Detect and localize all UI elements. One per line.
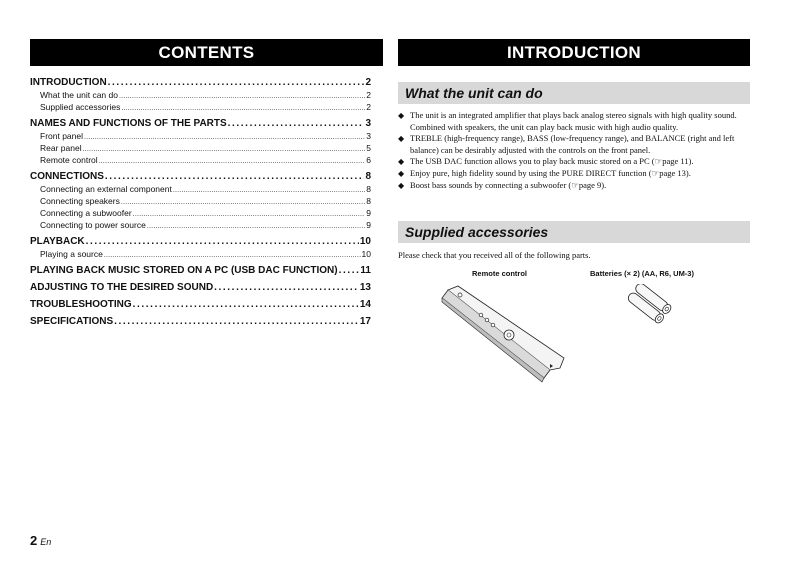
table-of-contents: [30, 77, 371, 328]
toc-entry-title: PLAYBACK: [30, 236, 85, 247]
list-item: ◆ The unit is an integrated amplifier that plays back analog stereo signals with high quality sound. Combined with speakers, the unit can play back music with high audio quality.: [398, 110, 737, 132]
toc-page-number: 14: [359, 299, 371, 310]
toc-subentry-title: Front panel: [40, 131, 83, 141]
batteries-illustration: [618, 284, 678, 330]
toc-entry-title: INTRODUCTION: [30, 77, 107, 88]
toc-entry-title: NAMES AND FUNCTIONS OF THE PARTS: [30, 118, 227, 129]
toc-page-number: 9: [366, 208, 371, 218]
dot-leader: [228, 118, 365, 130]
toc-entry-title: TROUBLESHOOTING: [30, 299, 132, 310]
toc-page-number: 3: [365, 118, 371, 129]
toc-subentry[interactable]: [30, 248, 371, 260]
diamond-bullet-icon: ◆: [398, 111, 405, 120]
dot-leader: [99, 154, 366, 168]
dot-leader: [121, 101, 365, 115]
remote-control-caption: Remote control: [472, 269, 528, 278]
toc-entry-title: ADJUSTING TO THE DESIRED SOUND: [30, 282, 214, 293]
toc-page-number: 6: [366, 155, 371, 165]
toc-page-number: 11: [360, 265, 371, 276]
toc-page-number: 8: [365, 171, 371, 182]
feature-list: [398, 110, 750, 191]
toc-subentry-title: Remote control: [40, 155, 98, 165]
toc-page-number: 10: [359, 236, 371, 247]
list-item: ◆ TREBLE (high-frequency range), BASS (low-frequency range), and BALANCE (right and left balance) can be desirably adjusted with the controls on the front panel.: [398, 133, 735, 155]
dot-leader: [114, 316, 359, 328]
toc-subentry[interactable]: [30, 207, 371, 219]
toc-page-number: 8: [366, 196, 371, 206]
dot-leader: [86, 236, 359, 248]
toc-page-number: 13: [359, 282, 371, 293]
toc-entry-title: CONNECTIONS: [30, 171, 104, 182]
section-heading-supplied-accessories: Supplied accessories: [398, 221, 750, 243]
batteries-caption: Batteries (× 2) (AA, R6, UM-3): [590, 269, 694, 278]
toc-page-number: 9: [366, 220, 371, 230]
diamond-bullet-icon: ◆: [398, 180, 405, 190]
toc-subentry[interactable]: [30, 219, 371, 231]
introduction-banner: INTRODUCTION: [398, 39, 750, 66]
toc-subentry[interactable]: [30, 101, 371, 113]
toc-page-number: 2: [365, 77, 371, 88]
toc-subentry-title: Supplied accessories: [40, 102, 121, 112]
toc-page-number: 8: [366, 184, 371, 194]
dot-leader: [104, 248, 361, 262]
dot-leader: [105, 171, 365, 183]
section-heading-what-the-unit-can-do: What the unit can do: [398, 82, 750, 104]
toc-page-number: 3: [366, 131, 371, 141]
toc-subentry[interactable]: [30, 183, 371, 195]
toc-subentry[interactable]: [30, 89, 371, 101]
toc-subentry[interactable]: [30, 195, 371, 207]
toc-page-number: 17: [359, 316, 371, 327]
remote-control-illustration: [438, 284, 570, 384]
list-item: ◆ Enjoy pure, high fidelity sound by using the PURE DIRECT function (☞page 13).: [398, 167, 691, 178]
toc-page-number: 5: [366, 143, 371, 153]
toc-subentry-title: What the unit can do: [40, 90, 118, 100]
toc-subentry[interactable]: [30, 142, 371, 154]
toc-subentry[interactable]: [30, 130, 371, 142]
language-label: En: [40, 537, 52, 547]
toc-entry[interactable]: [30, 316, 371, 328]
dot-leader: [214, 282, 359, 294]
toc-entry[interactable]: [30, 265, 371, 277]
toc-entry[interactable]: [30, 118, 371, 130]
toc-page-number: 2: [366, 90, 371, 100]
toc-subentry[interactable]: [30, 154, 371, 166]
toc-subentry-title: Connecting speakers: [40, 196, 120, 206]
page-number: 2 En: [30, 533, 52, 548]
diamond-bullet-icon: ◆: [398, 168, 405, 178]
dot-leader: [147, 219, 365, 233]
toc-entry[interactable]: [30, 299, 371, 311]
toc-page-number: 2: [366, 102, 371, 112]
list-item: ◆ Boost bass sounds by connecting a subwoofer (☞page 9).: [398, 179, 607, 190]
dot-leader: [133, 299, 359, 311]
diamond-bullet-icon: ◆: [398, 157, 405, 167]
toc-entry[interactable]: [30, 77, 371, 89]
accessories-intro-text: Please check that you received all of the following parts.: [398, 250, 591, 260]
toc-subentry-title: Connecting to power source: [40, 220, 146, 230]
list-item: ◆ The USB DAC function allows you to play back music stored on a PC (☞page 11).: [398, 156, 694, 167]
toc-subentry-title: Connecting a subwoofer: [40, 208, 132, 218]
diamond-bullet-icon: ◆: [398, 134, 405, 144]
dot-leader: [108, 77, 365, 89]
toc-page-number: 10: [361, 249, 371, 259]
contents-banner: CONTENTS: [30, 39, 383, 66]
toc-entry[interactable]: [30, 236, 371, 248]
toc-entry[interactable]: [30, 171, 371, 183]
toc-subentry-title: Connecting an external component: [40, 184, 172, 194]
toc-entry[interactable]: [30, 282, 371, 294]
toc-entry-title: SPECIFICATIONS: [30, 316, 114, 327]
toc-subentry-title: Playing a source: [40, 249, 103, 259]
toc-entry-title: PLAYING BACK MUSIC STORED ON A PC (USB DAC FUNCTION): [30, 265, 338, 276]
toc-subentry-title: Rear panel: [40, 143, 82, 153]
dot-leader: [339, 265, 360, 277]
